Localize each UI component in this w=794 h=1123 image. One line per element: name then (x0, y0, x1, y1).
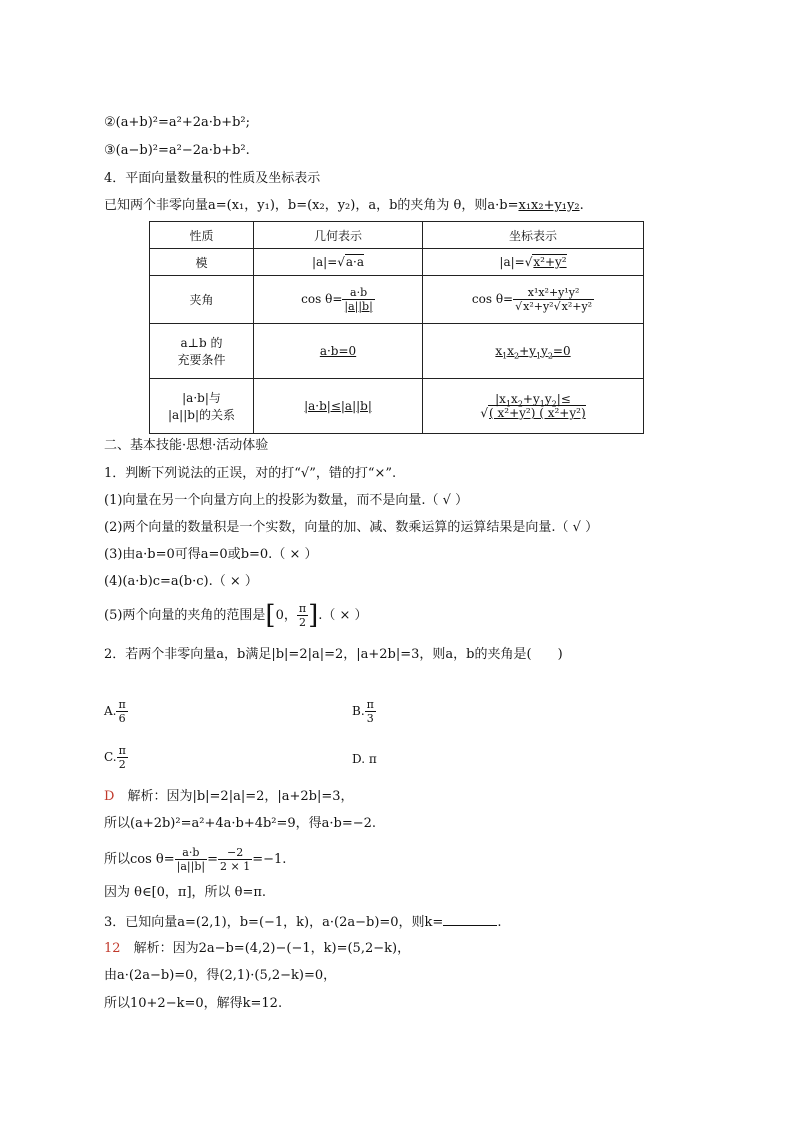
cell-coord: cos θ= $\frac{\text{x¹x²+y¹y²}}{\text{√x²+y²√x²+y²}}$ (423, 276, 644, 324)
answer-2-line-4: 因为 θ∈[0，π]，所以 θ=π. (104, 885, 267, 900)
answer-2-line-1: D 解析：因为|b|=2|a|=2，|a+2b|=3， (104, 789, 354, 804)
header-property: 性质 (150, 222, 254, 249)
formula-2: ②(a+b)²=a²+2a·b+b²; (104, 115, 251, 130)
item5-suffix: .（ × ） (318, 608, 368, 623)
q1-item-1: (1)向量在另一个向量方向上的投影为数量，而不是向量.（ √ ） (104, 493, 469, 508)
right-bracket: ] (308, 600, 319, 631)
left-bracket: [ (265, 600, 276, 631)
answer-blank (443, 913, 497, 926)
pi-label: π (298, 602, 307, 615)
cell-coord: |a|=√x²+y² (423, 249, 644, 276)
properties-table (149, 221, 644, 434)
section-2-title: 二、基本技能·思想·活动体验 (104, 438, 269, 453)
q1-item-5: (5)两个向量的夹角的范围是[0， $\frac{\pi}{2}$ ].（ × ） (104, 600, 368, 631)
table-row-relation (150, 379, 644, 434)
table-header-row (150, 222, 644, 249)
section-4-intro (104, 197, 584, 215)
q1-item-4: (4)(a·b)c=a(b·c).（ × ） (104, 574, 258, 589)
option-d: D. π (352, 752, 377, 766)
question-2: 2．若两个非零向量a，b满足|b|=2|a|=2，|a+2b|=3，则a，b的夹角是( ) (104, 647, 563, 662)
intro-text: 已知两个非零向量a=(x₁，y₁)，b=(x₂，y₂)，a，b的夹角为 θ，则a·b= (104, 198, 519, 213)
intro-end: . (579, 198, 584, 213)
option-c: C. $\frac{\pi}{2}$ (104, 744, 126, 771)
header-geometric: 几何表示 (254, 222, 423, 249)
cell-geo: |a·b|≤|a||b| (254, 379, 423, 434)
q1-item-3: (3)由a·b=0可得a=0或b=0.（ × ） (104, 547, 318, 562)
answer-2-line-3: 所以cos θ= $\frac{a\cdot b}{|a||b|}$ = $\frac{-2}{2 \times 1}$ =−1. (104, 846, 287, 873)
cell-geo: cos θ= $\frac{a\cdot b}{|a||b|}$ (254, 276, 423, 324)
formula-3: ③(a−b)²=a²−2a·b+b². (104, 143, 250, 158)
item5-prefix: (5)两个向量的夹角的范围是 (104, 608, 266, 623)
table-row-modulus (150, 249, 644, 276)
answer-2-letter: D (104, 789, 115, 804)
answer-3-line-3: 所以10+2−k=0，解得k=12. (104, 996, 283, 1011)
q1-item-2: (2)两个向量的数量积是一个实数，向量的加、减、数乘运算的运算结果是向量.（ √ ） (104, 520, 599, 535)
cell-prop: a⊥b 的 充要条件 (150, 324, 254, 379)
cell-prop: 模 (150, 249, 254, 276)
intro-result: x₁x₂+y₁y₂ (518, 198, 580, 213)
cell-coord: $x_1x_2+y_1y_2=0$ (423, 324, 644, 379)
cell-geo: a·b=0 (254, 324, 423, 379)
cell-prop: 夹角 (150, 276, 254, 324)
answer-3-line-2: 由a·(2a−b)=0，得(2,1)·(5,2−k)=0， (104, 968, 337, 983)
table-row-perpendicular (150, 324, 644, 379)
option-b: B. $\frac{\pi}{3}$ (352, 698, 374, 725)
header-coordinate: 坐标表示 (423, 222, 644, 249)
option-a: A. $\frac{\pi}{6}$ (104, 698, 126, 725)
question-3: 3．已知向量a=(2,1)，b=(−1，k)，a·(2a−b)=0，则k= . (104, 915, 502, 930)
section-4-title: 4．平面向量数量积的性质及坐标表示 (104, 171, 321, 186)
question-1: 1．判断下列说法的正误，对的打“√”，错的打“×”. (104, 466, 397, 481)
table-row-angle (150, 276, 644, 324)
cell-coord: $|x_1x_2+y_1y_2|\le$ √( x²+y²) ( x²+y²) (423, 379, 644, 434)
answer-2-line-2: 所以(a+2b)²=a²+4a·b+4b²=9，得a·b=−2. (104, 816, 377, 831)
answer-3-number: 12 (104, 941, 121, 956)
cell-geo: |a|=√a·a (254, 249, 423, 276)
answer-3-line-1: 12 解析：因为2a−b=(4,2)−(−1，k)=(5,2−k)， (104, 941, 411, 956)
cell-prop: |a·b|与 |a||b|的关系 (150, 379, 254, 434)
